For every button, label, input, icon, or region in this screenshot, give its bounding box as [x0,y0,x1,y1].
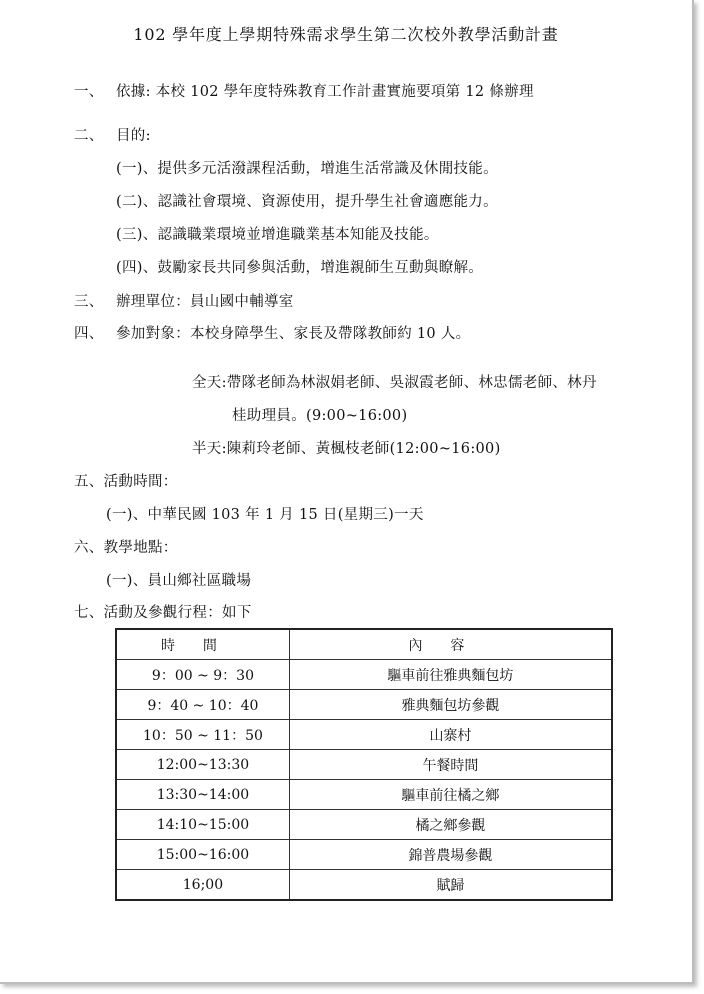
section-7-label: 七、活動及參觀行程：如下 [74,605,252,621]
row-time: 14:10~15:00 [116,810,289,840]
document-title: 102 學年度上學期特殊需求學生第二次校外教學活動計畫 [133,25,559,44]
section-4-text: 參加對象：本校身障學生、家長及帶隊教師約 10 人。 [116,326,471,342]
table-row [116,660,612,690]
row-content: 午餐時間 [289,750,612,780]
section-5-item: (一)、中華民國 103 年 1 月 15 日(星期三)一天 [106,507,424,523]
purpose-item: (二)、認識社會環境、資源使用，提升學生社會適應能力。 [116,194,498,210]
header-time: 時間 [116,629,289,660]
schedule-table [115,628,613,901]
row-content: 驅車前往雅典麵包坊 [289,660,612,690]
section-4 [74,322,470,343]
section-2-heading [74,124,151,145]
section-6-label: 六、教學地點： [74,540,178,556]
row-time: 15:00~16:00 [116,840,289,870]
section-1 [74,80,534,101]
table-row [116,690,612,720]
row-time: 13:30~14:00 [116,780,289,810]
fullday-staff-line-2: 桂助理員。(9:00~16:00) [232,408,408,424]
row-time: 16;00 [116,870,289,901]
table-row [116,810,612,840]
section-6-item: (一)、員山鄉社區職場 [106,573,252,589]
row-time: 12:00~13:30 [116,750,289,780]
section-4-number: 四、 [74,326,104,342]
section-3-text: 辦理單位：員山國中輔導室 [116,294,294,310]
table-row [116,720,612,750]
section-2-label: 目的: [116,128,151,144]
row-content: 錦普農場參觀 [289,840,612,870]
purpose-item: (三)、認識職業環境並增進職業基本知能及技能。 [116,227,439,243]
row-content: 賦歸 [436,877,465,894]
table-row [116,870,612,901]
row-content: 雅典麵包坊參觀 [289,690,612,720]
fullday-staff-line-1: 全天:帶隊老師為林淑娟老師、吳淑霞老師、林忠儒老師、林丹 [192,375,597,391]
row-time: 10：50 ~ 11：50 [116,720,289,750]
purpose-item: (四)、鼓勵家長共同參與活動，增進親師生互動與瞭解。 [116,260,484,276]
row-time: 9：40 ~ 10：40 [116,690,289,720]
table-row [116,750,612,780]
header-content: 內容 [289,629,612,660]
table-row [116,780,612,810]
row-content: 山寨村 [289,720,612,750]
section-2-number: 二、 [74,128,104,144]
table-header-row [116,629,612,660]
section-1-text: 依據: 本校 102 學年度特殊教育工作計畫實施要項第 12 條辦理 [116,84,534,100]
section-3 [74,290,294,311]
section-5-label: 五、活動時間： [74,474,178,490]
row-content: 橘之鄉參觀 [289,810,612,840]
row-time: 9：00 ~ 9：30 [116,660,289,690]
section-3-number: 三、 [74,294,104,310]
table-row [116,840,612,870]
purpose-item: (一)、提供多元活潑課程活動，增進生活常識及休閒技能。 [116,161,498,177]
row-content: 驅車前往橘之鄉 [289,780,612,810]
section-1-number: 一、 [74,84,104,100]
halfday-staff: 半天:陳莉玲老師、黃楓枝老師(12:00~16:00) [192,441,501,457]
